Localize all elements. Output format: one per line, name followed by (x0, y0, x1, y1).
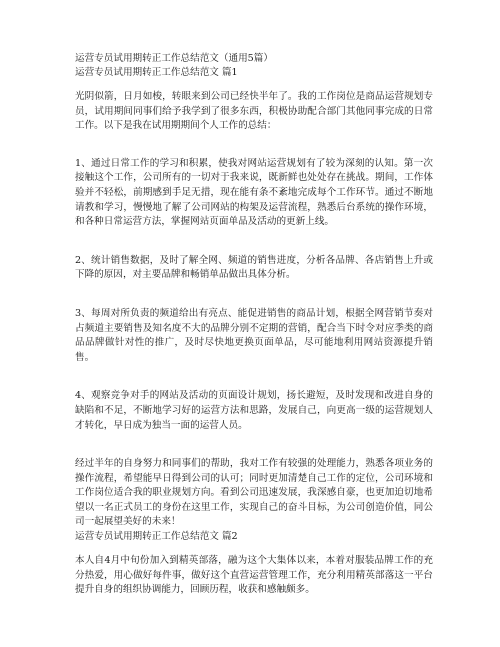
article1-point-3-paragraph: 3、每周对所负责的频道给出有亮点、能促进销售的商品计划，根据全网营销节奏对占频道主要销售及知名度不大的品牌分别不定期的营销，配合当下时令对应季类的商品品牌做针对性的推广，及时尽快地更换页面单品，尽可能地利用网站资源提升销售。 (75, 307, 433, 363)
article1-conclusion-paragraph: 经过半年的自身努力和同事们的帮助，我对工作有较强的处理能力，熟悉各项业务的操作流程，希望能早日得到公司的认可；同时更加清楚自己工作的定位，公司环境和工作岗位适合我的职业规划方向。看到公司迅速发展，我深感自豪，也更加迫切地希望以一名正式员工的身份在这里工作，实现自己的奋斗目标，为公司创造价值，同公司一起展望美好的未来！ (75, 458, 433, 528)
document-page (75, 52, 433, 598)
article1-point-1-paragraph: 1、通过日常工作的学习和积累，使我对网站运营规划有了较为深刻的认知。第一次接触这个工作，公司所有的一切对于我来说，既新鲜也处处存在挑战。期间，工作体验并不轻松，前期感到手足无措，现在能有条不紊地完成每个工作环节。通过不断地请教和学习，慢慢地了解了公司网站的构架及运营流程，熟悉后台系统的操作环境，和各种日常运营方法，掌握网站页面单品及活动的更新上线。 (75, 157, 433, 228)
article1-point-4-paragraph: 4、观察竞争对手的网站及活动的页面设计规划，扬长避短，及时发现和改进自身的缺陷和不足，不断地学习好的运营方法和思路，发展自己，向更高一级的运营规划人才转化，早日成为独当一面的运营人员。 (75, 390, 433, 431)
document-title: 运营专员试用期转正工作总结范文（通用5篇） (75, 53, 273, 64)
article1-intro-paragraph: 光阴似箭，日月如梭，转眼来到公司已经快半年了。我的工作岗位是商品运营规划专员，试用期间同事们给予我学到了很多东西，积极协助配合部门其他同事完成的日常工作。以下是我在试用期期间个人工作的总结： (75, 91, 433, 132)
article1-point-2-paragraph: 2、统计销售数据，及时了解全网、频道的销售进度，分析各品牌、各店销售上升或下降的原因，对主要品牌和畅销单品做出具体分析。 (75, 254, 433, 281)
article1-title: 运营专员试用期转正工作总结范文 篇1 (75, 67, 238, 78)
article2-title: 运营专员试用期转正工作总结范文 篇2 (75, 531, 238, 543)
article2-intro-paragraph: 本人自4月中旬份加入到精英部落，融为这个大集体以来，本着对服装品牌工作的充分热爱，用心做好每件事，做好这个直营运营管理工作，充分利用精英部落这一平台提升自身的组织协调能力，回顾历程，收获和感触颇多。 (75, 555, 433, 596)
